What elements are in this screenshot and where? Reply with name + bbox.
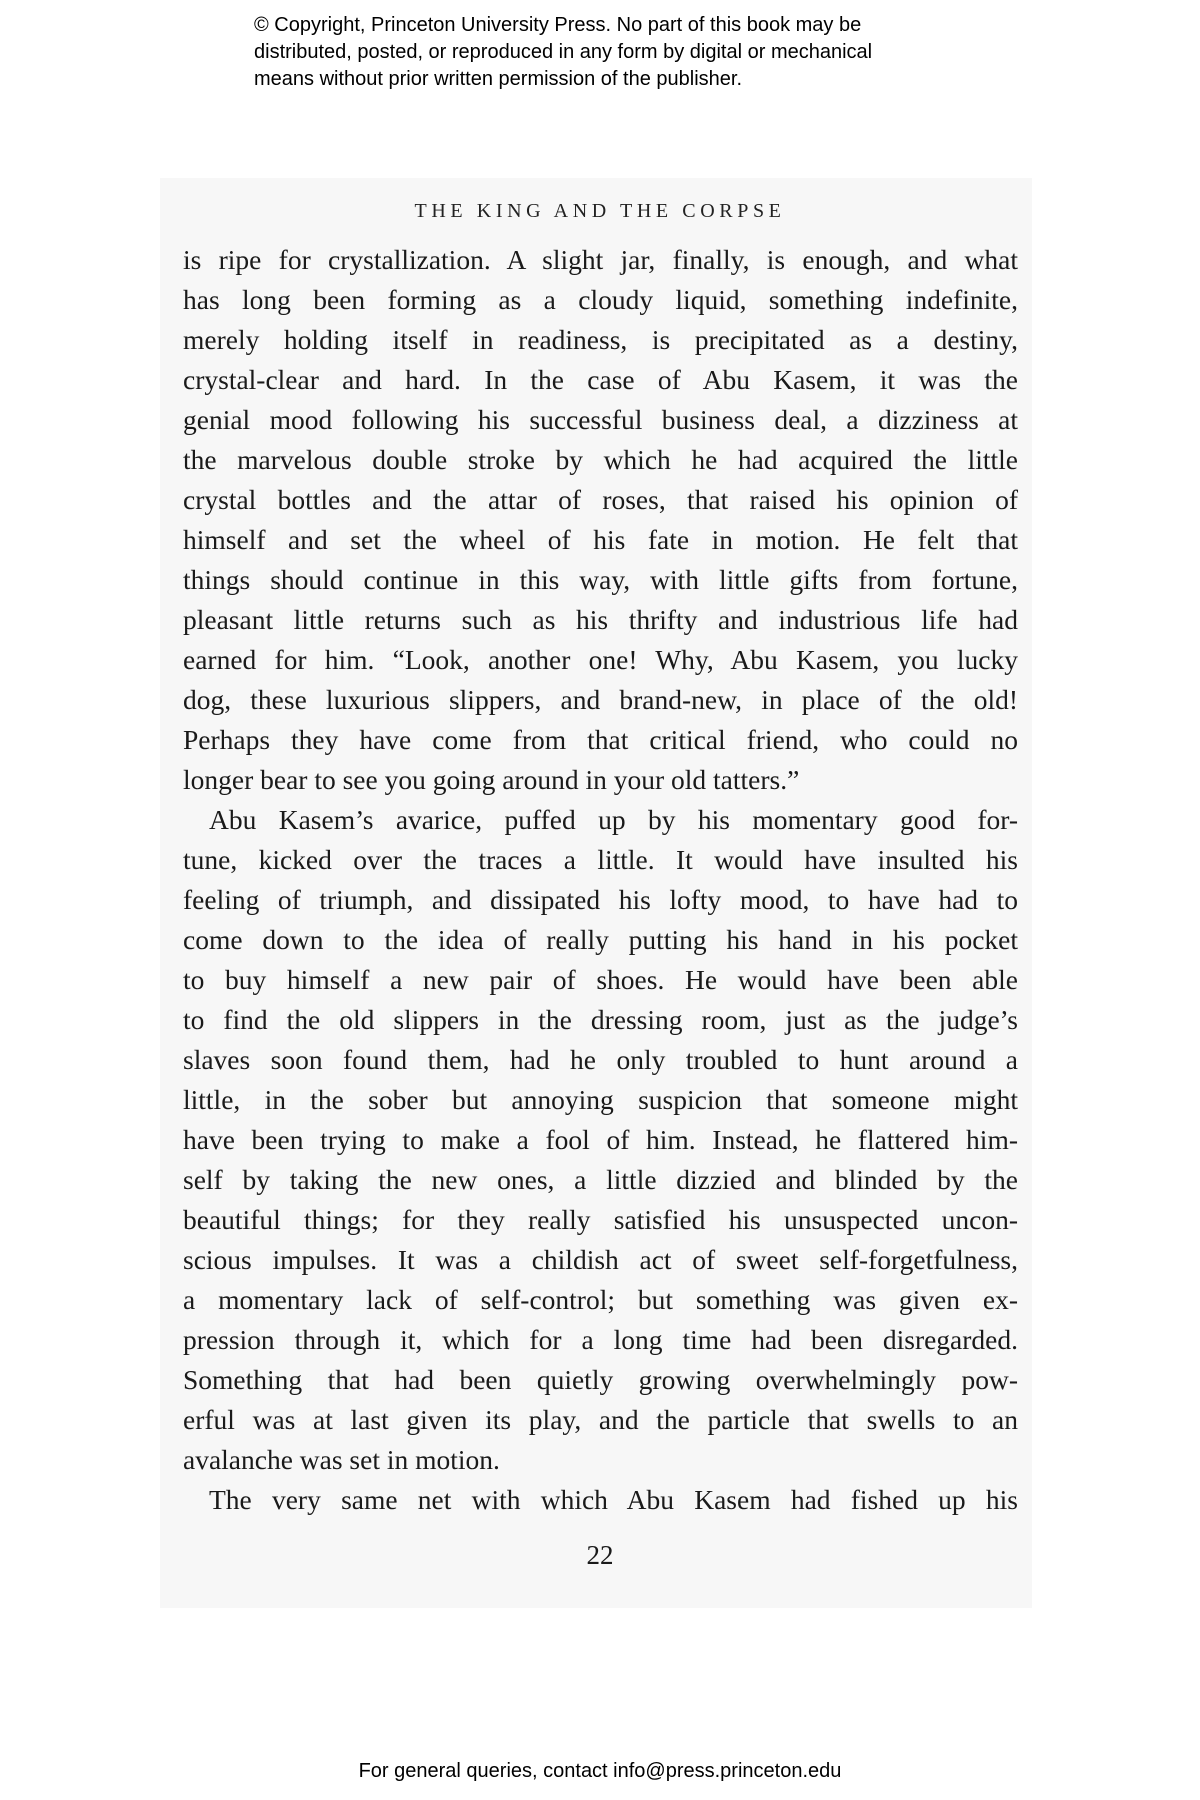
text-line: scious impulses. It was a childish act of sweet self-forgetfulness, [183, 1244, 1018, 1275]
text-line: to buy himself a new pair of shoes. He would have been able [183, 964, 1018, 995]
running-head: THE KING AND THE CORPSE [414, 200, 786, 222]
text-line: beautiful things; for they really satisfied his unsuspected uncon- [183, 1204, 1018, 1235]
text-line: dog, these luxurious slippers, and brand-new, in place of the old! [183, 684, 1018, 715]
text-line: pression through it, which for a long time had been disregarded. [183, 1324, 1018, 1355]
paragraph [183, 800, 1018, 1480]
text-line: little, in the sober but annoying suspicion that someone might [183, 1084, 1018, 1115]
text-line: has long been forming as a cloudy liquid, something indefinite, [183, 284, 1018, 315]
text-line: self by taking the new ones, a little dizzied and blinded by the [183, 1164, 1018, 1195]
copyright-line: distributed, posted, or reproduced in any form by digital or mechanical [254, 41, 873, 63]
text-line: himself and set the wheel of his fate in motion. He felt that [183, 524, 1018, 555]
text-line: to find the old slippers in the dressing room, just as the judge’s [183, 1004, 1018, 1035]
text-line: longer bear to see you going around in your old tatters.” [183, 764, 800, 795]
body-text [183, 240, 1018, 1520]
text-line: tune, kicked over the traces a little. It would have insulted his [183, 844, 1018, 875]
copyright-line: © Copyright, Princeton University Press. No part of this book may be [254, 14, 862, 36]
text-line: crystal-clear and hard. In the case of Abu Kasem, it was the [183, 364, 1018, 395]
text-line: Perhaps they have come from that critical friend, who could no [183, 724, 1018, 755]
text-line: come down to the idea of really putting his hand in his pocket [183, 924, 1018, 955]
text-line: things should continue in this way, with little gifts from fortune, [183, 564, 1018, 595]
text-line: crystal bottles and the attar of roses, that raised his opinion of [183, 484, 1018, 515]
text-line: Abu Kasem’s avarice, puffed up by his momentary good for- [209, 804, 1018, 835]
text-line: slaves soon found them, had he only troubled to hunt around a [183, 1044, 1018, 1075]
text-line: pleasant little returns such as his thrifty and industrious life had [183, 604, 1018, 635]
text-line: earned for him. “Look, another one! Why, Abu Kasem, you lucky [183, 644, 1018, 675]
text-line: is ripe for crystallization. A slight jar, finally, is enough, and what [183, 244, 1018, 275]
paragraph [183, 1480, 1018, 1520]
text-line: feeling of triumph, and dissipated his lofty mood, to have had to [183, 884, 1018, 915]
copyright-notice [254, 12, 974, 93]
page-number: 22 [586, 1540, 614, 1570]
text-line: genial mood following his successful business deal, a dizziness at [183, 404, 1018, 435]
text-line: the marvelous double stroke by which he had acquired the little [183, 444, 1018, 475]
text-line: erful was at last given its play, and the particle that swells to an [183, 1404, 1018, 1435]
copyright-line: means without prior written permission of the publisher. [254, 68, 743, 90]
text-line: a momentary lack of self-control; but something was given ex- [183, 1284, 1018, 1315]
text-line: The very same net with which Abu Kasem had fished up his [209, 1484, 1018, 1515]
paragraph [183, 240, 1018, 800]
contact-footer: For general queries, contact info@press.princeton.edu [358, 1760, 842, 1782]
text-line: have been trying to make a fool of him. Instead, he flattered him- [183, 1124, 1018, 1155]
text-line: avalanche was set in motion. [183, 1444, 500, 1475]
text-line: merely holding itself in readiness, is precipitated as a destiny, [183, 324, 1018, 355]
text-line: Something that had been quietly growing overwhelmingly pow- [183, 1364, 1018, 1395]
